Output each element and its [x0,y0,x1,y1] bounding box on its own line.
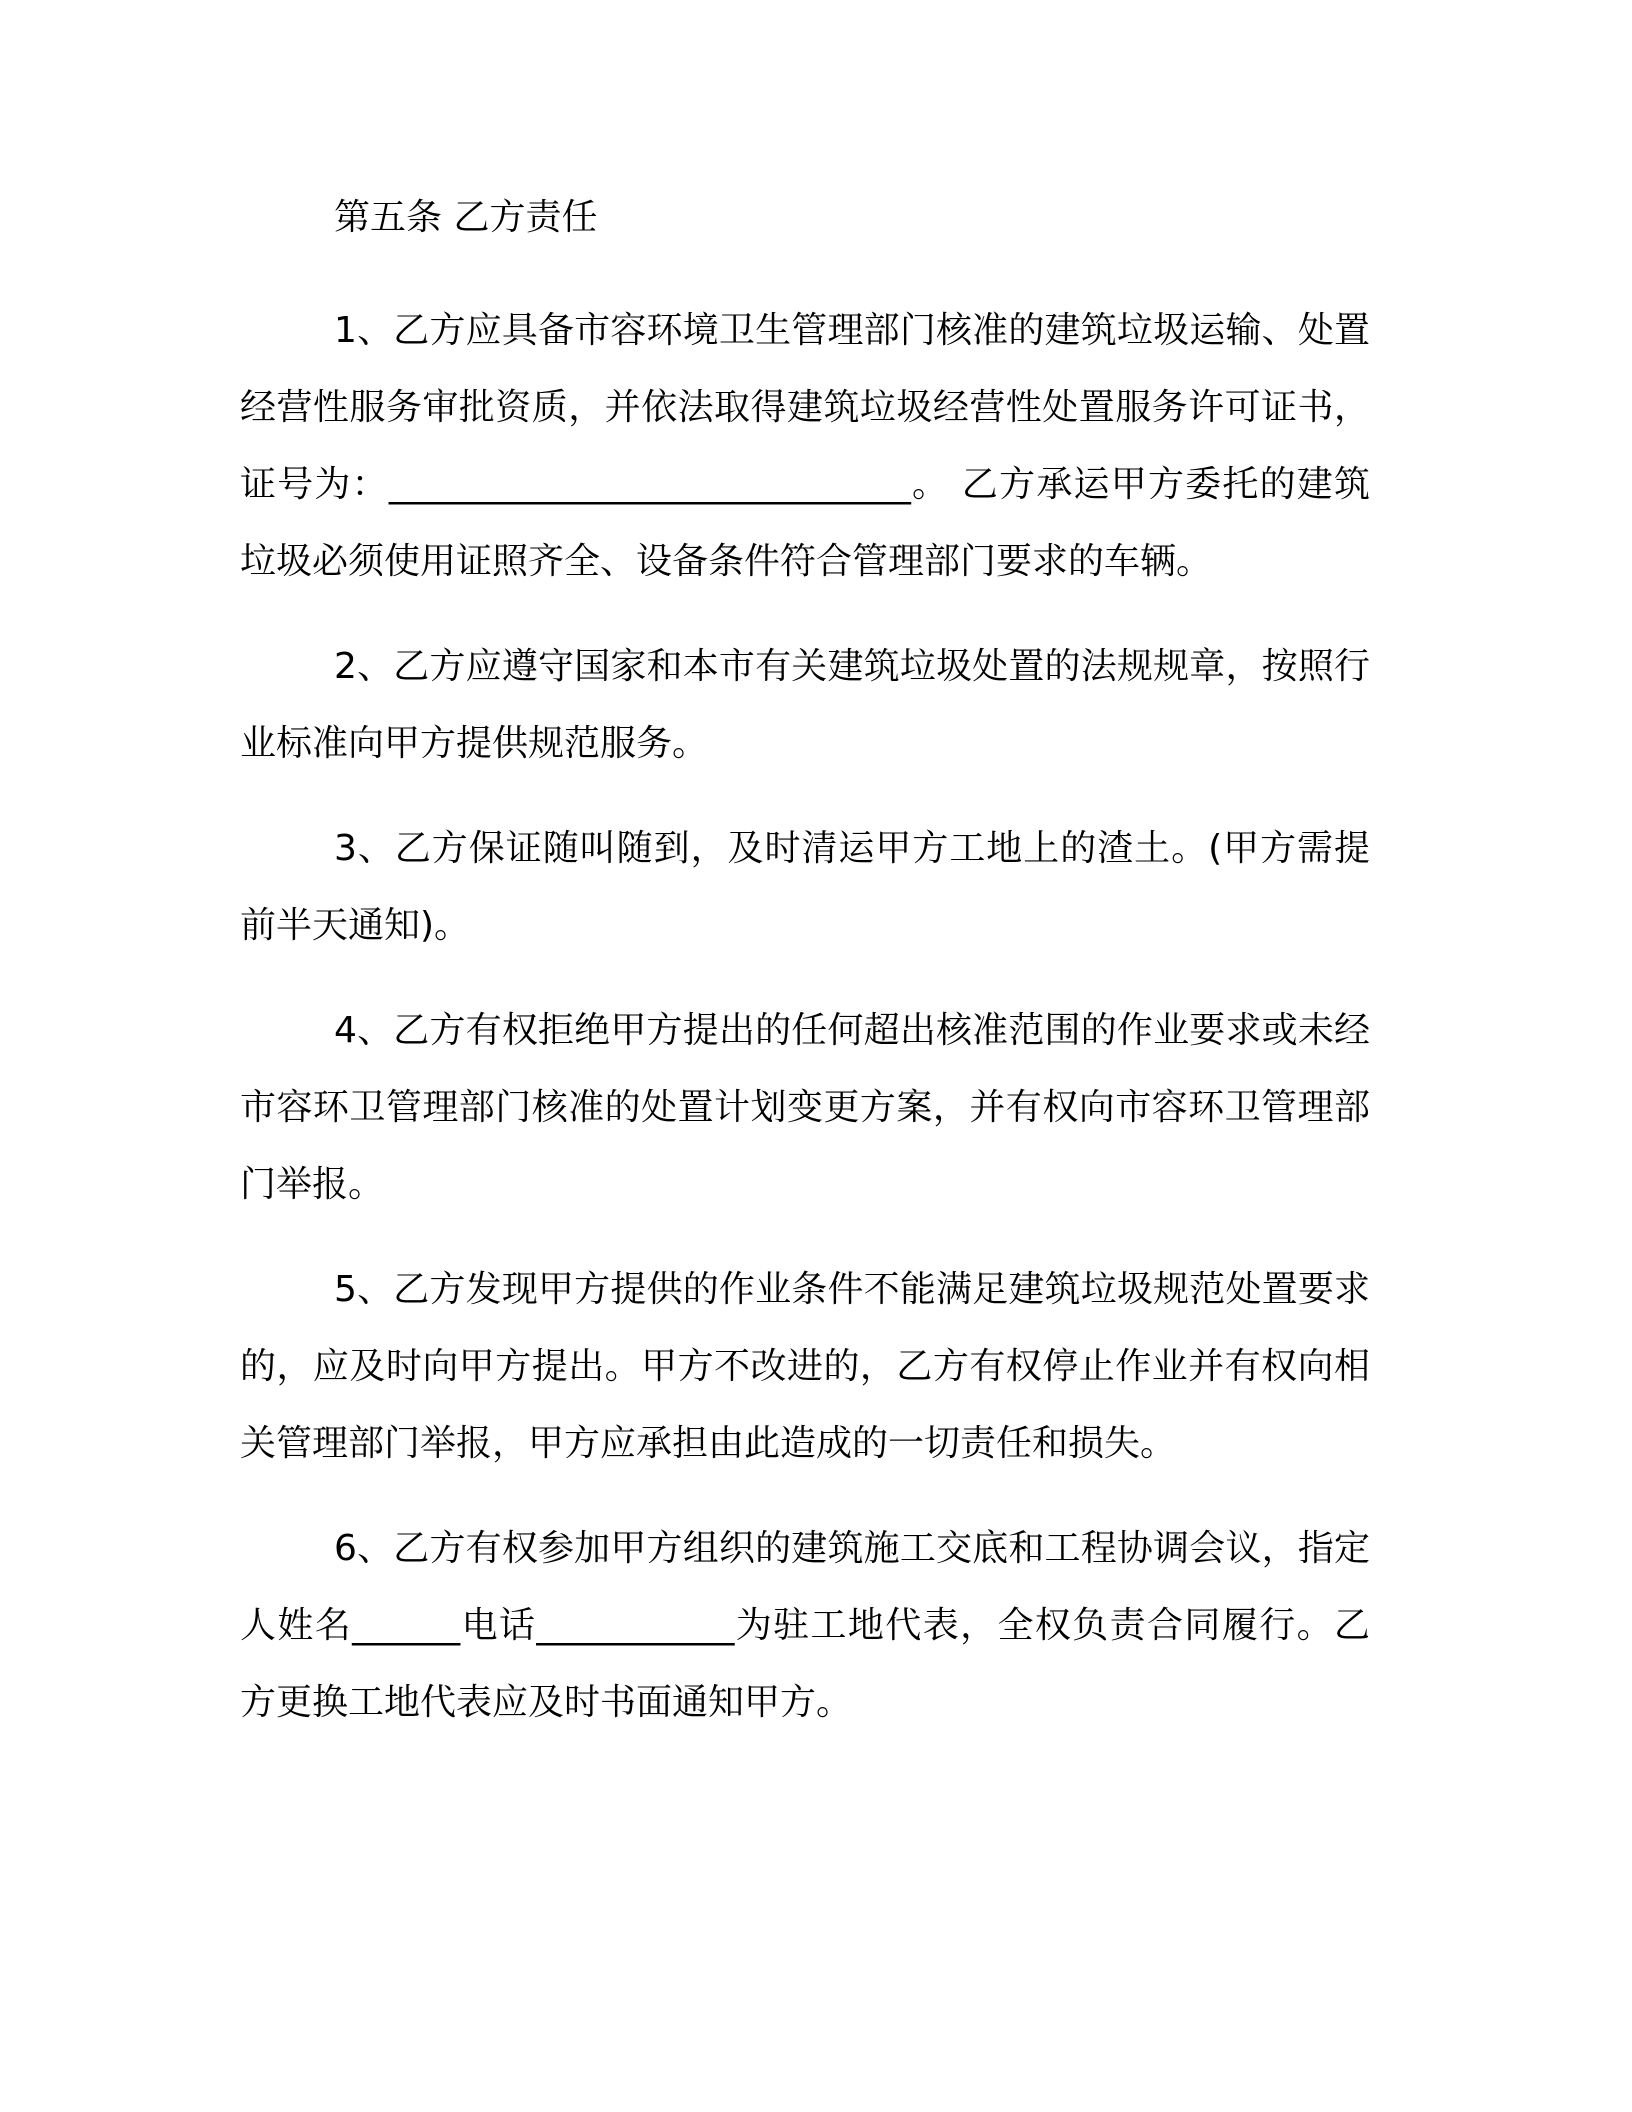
clause-4: 4、乙方有权拒绝甲方提出的任何超出核准范围的作业要求或未经市容环卫管理部门核准的处置计划变更方案，并有权向市容环卫管理部门举报。 [240,1010,1370,1205]
clause-6: 6、乙方有权参加甲方组织的建筑施工交底和工程协调会议，指定人姓名______电话___________为驻工地代表，全权负责合同履行。乙方更换工地代表应及时书面通知甲方。 [240,1528,1370,1723]
article-heading: 第五条 乙方责任 [334,197,598,238]
clause-5: 5、乙方发现甲方提供的作业条件不能满足建筑垃圾规范处置要求的，应及时向甲方提出。甲方不改进的，乙方有权停止作业并有权向相关管理部门举报，甲方应承担由此造成的一切责任和损失。 [240,1269,1370,1464]
clause-1: 1、乙方应具备市容环境卫生管理部门核准的建筑垃圾运输、处置经营性服务审批资质，并依法取得建筑垃圾经营性处置服务许可证书，证号为：_____________________________。 乙方承运甲方委托的建筑垃圾必须使用证照齐全、设备条件符合管理部门要求的车辆。 [240,310,1370,582]
clause-2: 2、乙方应遵守国家和本市有关建筑垃圾处置的法规规章，按照行业标准向甲方提供规范服务。 [240,646,1370,764]
clause-3: 3、乙方保证随叫随到，及时清运甲方工地上的渣土。(甲方需提前半天通知)。 [240,828,1370,946]
document-body [240,188,1370,1741]
